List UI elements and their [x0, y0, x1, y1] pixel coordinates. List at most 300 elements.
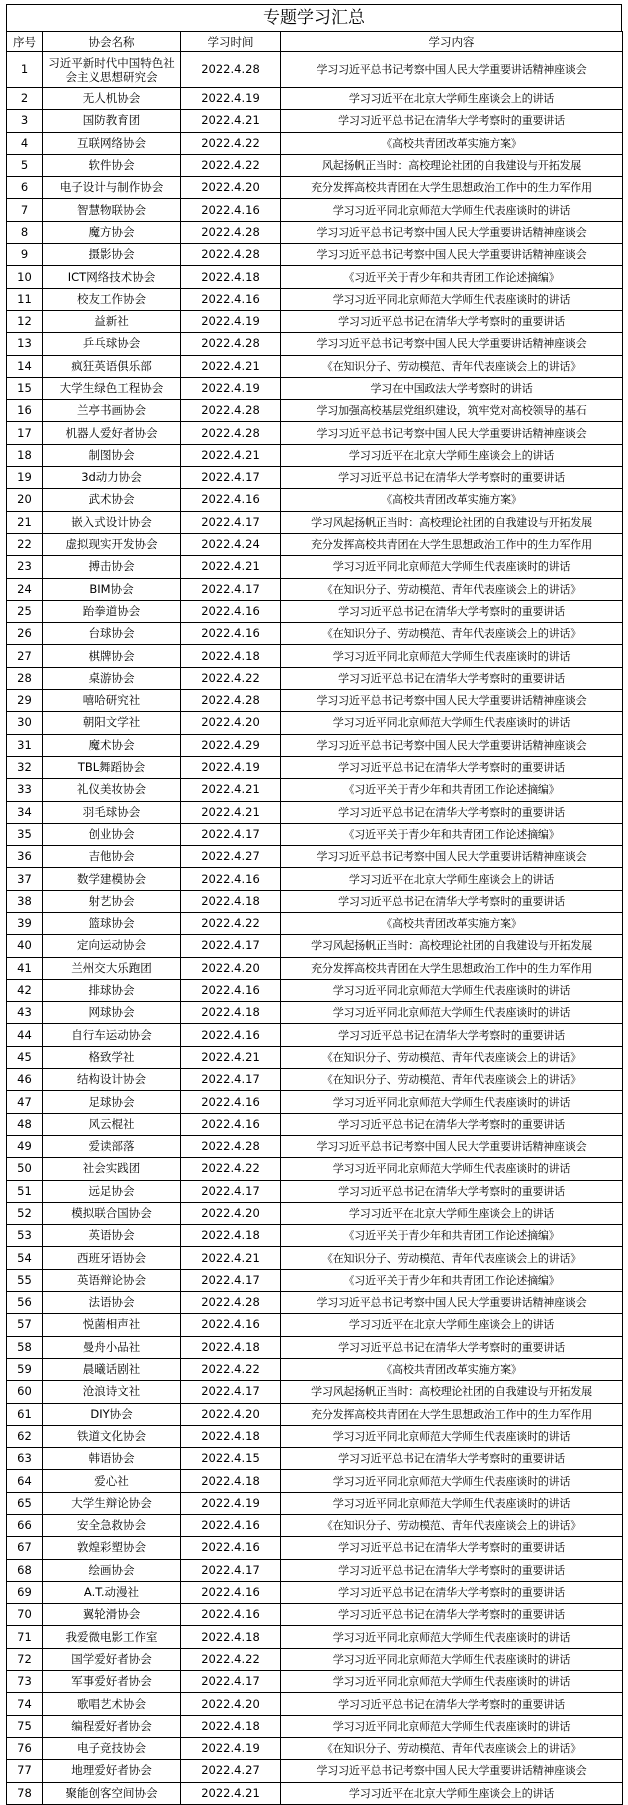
row-index: 56	[7, 1292, 43, 1314]
row-association: 大学生辩论协会	[43, 1492, 181, 1514]
row-content: 学习习近平总书记考察中国人民大学重要讲话精神座谈会	[281, 1135, 623, 1157]
row-content: 学习习近平总书记在清华大学考察时的重要讲话	[281, 110, 623, 132]
row-date: 2022.4.16	[181, 1604, 281, 1626]
row-association: 国防教育团	[43, 110, 181, 132]
row-date: 2022.4.27	[181, 1760, 281, 1782]
row-content: 学习习近平总书记在清华大学考察时的重要讲话	[281, 1581, 623, 1603]
row-date: 2022.4.28	[181, 422, 281, 444]
row-content: 学习习近平总书记考察中国人民大学重要讲话精神座谈会	[281, 52, 623, 88]
row-date: 2022.4.20	[181, 1693, 281, 1715]
header-association: 协会名称	[43, 32, 181, 52]
table-row	[7, 1737, 623, 1759]
row-date: 2022.4.21	[181, 556, 281, 578]
row-association: 英语辩论协会	[43, 1269, 181, 1291]
row-date: 2022.4.16	[181, 199, 281, 221]
row-index: 18	[7, 444, 43, 466]
table-row	[7, 556, 623, 578]
table-row	[7, 1225, 623, 1247]
table-row	[7, 1024, 623, 1046]
row-index: 22	[7, 533, 43, 555]
row-content: 学习习近平在北京大学师生座谈会上的讲话	[281, 1202, 623, 1224]
table-row	[7, 52, 623, 88]
row-index: 63	[7, 1448, 43, 1470]
row-content: 学习习近平总书记在清华大学考察时的重要讲话	[281, 467, 623, 489]
row-date: 2022.4.17	[181, 1559, 281, 1581]
row-index: 40	[7, 935, 43, 957]
row-association: 沧浪诗文社	[43, 1381, 181, 1403]
row-content: 学习习近平总书记考察中国人民大学重要讲话精神座谈会	[281, 846, 623, 868]
row-content: 《习近平关于青少年和共青团工作论述摘编》	[281, 266, 623, 288]
table-row	[7, 1202, 623, 1224]
row-content: 充分发挥高校共青团在大学生思想政治工作中的生力军作用	[281, 533, 623, 555]
table-row	[7, 310, 623, 332]
row-date: 2022.4.19	[181, 1492, 281, 1514]
row-association: 铁道文化协会	[43, 1425, 181, 1447]
table-row	[7, 801, 623, 823]
table-row	[7, 1358, 623, 1380]
row-content: 学习习近平总书记在清华大学考察时的重要讲话	[281, 667, 623, 689]
row-date: 2022.4.19	[181, 756, 281, 778]
row-association: 足球协会	[43, 1091, 181, 1113]
table-row	[7, 1180, 623, 1202]
table-row	[7, 1002, 623, 1024]
row-index: 59	[7, 1358, 43, 1380]
row-content: 学习习近平总书记在清华大学考察时的重要讲话	[281, 1693, 623, 1715]
row-content: 学习习近平总书记在清华大学考察时的重要讲话	[281, 1024, 623, 1046]
table-row	[7, 1403, 623, 1425]
table-row	[7, 756, 623, 778]
table-row	[7, 1693, 623, 1715]
row-content: 学习风起扬帆正当时：高校理论社团的自我建设与开拓发展	[281, 1381, 623, 1403]
row-index: 36	[7, 846, 43, 868]
table-row	[7, 1559, 623, 1581]
row-index: 64	[7, 1470, 43, 1492]
row-index: 60	[7, 1381, 43, 1403]
table-row	[7, 1604, 623, 1626]
table-row	[7, 1091, 623, 1113]
row-date: 2022.4.17	[181, 1269, 281, 1291]
row-date: 2022.4.18	[181, 266, 281, 288]
row-association: 自行车运动协会	[43, 1024, 181, 1046]
table-row	[7, 1314, 623, 1336]
table-row	[7, 1069, 623, 1091]
row-association: 武术协会	[43, 489, 181, 511]
row-content: 学习习近平总书记考察中国人民大学重要讲话精神座谈会	[281, 422, 623, 444]
row-content: 学习习近平同北京师范大学师生代表座谈时的讲话	[281, 1425, 623, 1447]
row-date: 2022.4.17	[181, 467, 281, 489]
row-content: 学习习近平总书记在清华大学考察时的重要讲话	[281, 600, 623, 622]
table-row	[7, 1782, 623, 1804]
row-index: 72	[7, 1648, 43, 1670]
table-row	[7, 511, 623, 533]
table-row	[7, 221, 623, 243]
row-association: 敦煌彩塑协会	[43, 1537, 181, 1559]
table-row	[7, 712, 623, 734]
row-association: 益新社	[43, 310, 181, 332]
row-content: 《高校共青团改革实施方案》	[281, 132, 623, 154]
row-association: 虚拟现实开发协会	[43, 533, 181, 555]
row-date: 2022.4.20	[181, 957, 281, 979]
row-date: 2022.4.16	[181, 868, 281, 890]
row-index: 76	[7, 1737, 43, 1759]
sheet-title: 专题学习汇总	[6, 4, 622, 31]
row-index: 65	[7, 1492, 43, 1514]
row-association: 跆拳道协会	[43, 600, 181, 622]
table-row	[7, 823, 623, 845]
row-content: 学习习近平同北京师范大学师生代表座谈时的讲话	[281, 1158, 623, 1180]
row-content: 《习近平关于青少年和共青团工作论述摘编》	[281, 823, 623, 845]
row-association: 绘画协会	[43, 1559, 181, 1581]
row-content: 《习近平关于青少年和共青团工作论述摘编》	[281, 779, 623, 801]
row-association: BIM协会	[43, 578, 181, 600]
row-index: 75	[7, 1715, 43, 1737]
row-date: 2022.4.16	[181, 1581, 281, 1603]
row-date: 2022.4.22	[181, 132, 281, 154]
row-association: 礼仪美妆协会	[43, 779, 181, 801]
table-row	[7, 846, 623, 868]
table-row	[7, 578, 623, 600]
row-content: 学习习近平在北京大学师生座谈会上的讲话	[281, 1314, 623, 1336]
row-index: 11	[7, 288, 43, 310]
row-date: 2022.4.17	[181, 1069, 281, 1091]
table-row	[7, 422, 623, 444]
row-content: 学习习近平总书记考察中国人民大学重要讲话精神座谈会	[281, 1760, 623, 1782]
row-date: 2022.4.21	[181, 779, 281, 801]
row-index: 47	[7, 1091, 43, 1113]
row-association: 网球协会	[43, 1002, 181, 1024]
row-content: 《高校共青团改革实施方案》	[281, 1358, 623, 1380]
row-index: 29	[7, 690, 43, 712]
row-association: TBL舞蹈协会	[43, 756, 181, 778]
row-content: 《在知识分子、劳动模范、青年代表座谈会上的讲话》	[281, 355, 623, 377]
table-row	[7, 1470, 623, 1492]
table-row	[7, 467, 623, 489]
row-association: 数学建模协会	[43, 868, 181, 890]
row-date: 2022.4.20	[181, 1403, 281, 1425]
table-row	[7, 333, 623, 355]
row-index: 71	[7, 1626, 43, 1648]
row-content: 《习近平关于青少年和共青团工作论述摘编》	[281, 1269, 623, 1291]
table-body	[7, 52, 623, 1805]
table-row	[7, 734, 623, 756]
row-association: 制图协会	[43, 444, 181, 466]
row-association: 军事爱好者协会	[43, 1671, 181, 1693]
row-association: 嘻哈研究社	[43, 690, 181, 712]
table-row	[7, 1269, 623, 1291]
row-content: 《在知识分子、劳动模范、青年代表座谈会上的讲话》	[281, 1247, 623, 1269]
table-row	[7, 1715, 623, 1737]
row-content: 学习习近平总书记在清华大学考察时的重要讲话	[281, 1113, 623, 1135]
table-row	[7, 1158, 623, 1180]
row-index: 33	[7, 779, 43, 801]
row-date: 2022.4.22	[181, 912, 281, 934]
row-index: 70	[7, 1604, 43, 1626]
row-date: 2022.4.16	[181, 623, 281, 645]
row-index: 42	[7, 979, 43, 1001]
row-association: 无人机协会	[43, 88, 181, 110]
row-content: 学习习近平同北京师范大学师生代表座谈时的讲话	[281, 645, 623, 667]
row-index: 19	[7, 467, 43, 489]
row-content: 学习习近平总书记在清华大学考察时的重要讲话	[281, 1559, 623, 1581]
table-row	[7, 355, 623, 377]
row-index: 13	[7, 333, 43, 355]
row-date: 2022.4.16	[181, 1314, 281, 1336]
row-date: 2022.4.15	[181, 1448, 281, 1470]
row-date: 2022.4.16	[181, 1024, 281, 1046]
row-index: 1	[7, 52, 43, 88]
row-index: 7	[7, 199, 43, 221]
row-date: 2022.4.22	[181, 667, 281, 689]
row-association: 兰亭书画协会	[43, 400, 181, 422]
row-association: 创业协会	[43, 823, 181, 845]
table-row	[7, 890, 623, 912]
row-index: 8	[7, 221, 43, 243]
row-association: 魔方协会	[43, 221, 181, 243]
row-association: 社会实践团	[43, 1158, 181, 1180]
table-row	[7, 1671, 623, 1693]
row-association: 结构设计协会	[43, 1069, 181, 1091]
row-association: 疯狂英语俱乐部	[43, 355, 181, 377]
row-association: 朝阳文学社	[43, 712, 181, 734]
row-association: 聚能创客空间协会	[43, 1782, 181, 1804]
row-date: 2022.4.16	[181, 1113, 281, 1135]
table-row	[7, 690, 623, 712]
row-index: 6	[7, 177, 43, 199]
row-index: 50	[7, 1158, 43, 1180]
row-index: 31	[7, 734, 43, 756]
row-content: 学习风起扬帆正当时：高校理论社团的自我建设与开拓发展	[281, 511, 623, 533]
row-date: 2022.4.21	[181, 355, 281, 377]
row-index: 53	[7, 1225, 43, 1247]
row-date: 2022.4.17	[181, 1671, 281, 1693]
row-index: 46	[7, 1069, 43, 1091]
table-row	[7, 1626, 623, 1648]
row-index: 39	[7, 912, 43, 934]
row-date: 2022.4.17	[181, 578, 281, 600]
row-content: 学习习近平总书记在清华大学考察时的重要讲话	[281, 756, 623, 778]
summary-sheet	[6, 4, 622, 1805]
table-row	[7, 623, 623, 645]
row-content: 《在知识分子、劳动模范、青年代表座谈会上的讲话》	[281, 1515, 623, 1537]
row-association: 地理爱好者协会	[43, 1760, 181, 1782]
row-date: 2022.4.22	[181, 1648, 281, 1670]
table-row	[7, 912, 623, 934]
row-index: 16	[7, 400, 43, 422]
row-association: 大学生绿色工程协会	[43, 377, 181, 399]
row-content: 学习习近平总书记考察中国人民大学重要讲话精神座谈会	[281, 1292, 623, 1314]
row-index: 20	[7, 489, 43, 511]
row-index: 55	[7, 1269, 43, 1291]
row-association: 国学爱好者协会	[43, 1648, 181, 1670]
row-date: 2022.4.19	[181, 88, 281, 110]
row-content: 学习习近平同北京师范大学师生代表座谈时的讲话	[281, 199, 623, 221]
row-date: 2022.4.18	[181, 1336, 281, 1358]
table-row	[7, 1247, 623, 1269]
study-table	[6, 31, 623, 1805]
row-content: 学习加强高校基层党组织建设，筑牢党对高校领导的基石	[281, 400, 623, 422]
table-row	[7, 667, 623, 689]
table-row	[7, 533, 623, 555]
table-row	[7, 600, 623, 622]
header-index: 序号	[7, 32, 43, 52]
row-index: 35	[7, 823, 43, 845]
row-association: 西班牙语协会	[43, 1247, 181, 1269]
row-association: 爱读部落	[43, 1135, 181, 1157]
row-association: 安全急救协会	[43, 1515, 181, 1537]
row-date: 2022.4.17	[181, 823, 281, 845]
row-association: 曼舟小品社	[43, 1336, 181, 1358]
row-date: 2022.4.20	[181, 712, 281, 734]
row-index: 66	[7, 1515, 43, 1537]
table-row	[7, 1648, 623, 1670]
row-index: 15	[7, 377, 43, 399]
row-association: 电子竞技协会	[43, 1737, 181, 1759]
row-association: 棋牌协会	[43, 645, 181, 667]
table-row	[7, 154, 623, 176]
row-index: 73	[7, 1671, 43, 1693]
table-row	[7, 1336, 623, 1358]
row-index: 21	[7, 511, 43, 533]
row-content: 学习习近平在北京大学师生座谈会上的讲话	[281, 1782, 623, 1804]
row-content: 学习习近平总书记考察中国人民大学重要讲话精神座谈会	[281, 244, 623, 266]
row-content: 学习习近平总书记在清华大学考察时的重要讲话	[281, 1448, 623, 1470]
row-association: 摄影协会	[43, 244, 181, 266]
row-association: 射艺协会	[43, 890, 181, 912]
table-row	[7, 645, 623, 667]
row-content: 《在知识分子、劳动模范、青年代表座谈会上的讲话》	[281, 578, 623, 600]
row-index: 51	[7, 1180, 43, 1202]
row-index: 67	[7, 1537, 43, 1559]
row-index: 17	[7, 422, 43, 444]
row-content: 学习习近平总书记在清华大学考察时的重要讲话	[281, 1537, 623, 1559]
row-association: 嵌入式设计协会	[43, 511, 181, 533]
row-association: ICT网络技术协会	[43, 266, 181, 288]
row-association: 排球协会	[43, 979, 181, 1001]
table-row	[7, 935, 623, 957]
table-row	[7, 1515, 623, 1537]
row-date: 2022.4.21	[181, 1782, 281, 1804]
row-association: 晨曦话剧社	[43, 1358, 181, 1380]
row-content: 学习习近平同北京师范大学师生代表座谈时的讲话	[281, 979, 623, 1001]
row-date: 2022.4.18	[181, 1470, 281, 1492]
table-row	[7, 110, 623, 132]
table-row	[7, 1492, 623, 1514]
header-content: 学习内容	[281, 32, 623, 52]
row-date: 2022.4.17	[181, 1381, 281, 1403]
row-date: 2022.4.21	[181, 801, 281, 823]
row-date: 2022.4.28	[181, 400, 281, 422]
row-date: 2022.4.28	[181, 244, 281, 266]
row-index: 58	[7, 1336, 43, 1358]
row-content: 学习习近平同北京师范大学师生代表座谈时的讲话	[281, 1492, 623, 1514]
table-row	[7, 1113, 623, 1135]
row-date: 2022.4.17	[181, 511, 281, 533]
row-index: 49	[7, 1135, 43, 1157]
row-association: 格致学社	[43, 1046, 181, 1068]
table-row	[7, 444, 623, 466]
row-content: 学习习近平总书记在清华大学考察时的重要讲话	[281, 801, 623, 823]
row-association: 桌游协会	[43, 667, 181, 689]
row-date: 2022.4.24	[181, 533, 281, 555]
row-index: 23	[7, 556, 43, 578]
row-date: 2022.4.16	[181, 1515, 281, 1537]
row-date: 2022.4.28	[181, 333, 281, 355]
row-association: 远足协会	[43, 1180, 181, 1202]
row-date: 2022.4.27	[181, 846, 281, 868]
row-association: 定向运动协会	[43, 935, 181, 957]
row-date: 2022.4.18	[181, 890, 281, 912]
row-association: 羽毛球协会	[43, 801, 181, 823]
row-index: 69	[7, 1581, 43, 1603]
row-association: 搏击协会	[43, 556, 181, 578]
row-content: 学习习近平同北京师范大学师生代表座谈时的讲话	[281, 712, 623, 734]
row-content: 学习习近平同北京师范大学师生代表座谈时的讲话	[281, 1002, 623, 1024]
row-association: 爱心社	[43, 1470, 181, 1492]
row-association: 英语协会	[43, 1225, 181, 1247]
row-association: 篮球协会	[43, 912, 181, 934]
row-date: 2022.4.19	[181, 377, 281, 399]
table-row	[7, 957, 623, 979]
row-association: 智慧物联协会	[43, 199, 181, 221]
row-date: 2022.4.21	[181, 1046, 281, 1068]
row-date: 2022.4.19	[181, 310, 281, 332]
row-date: 2022.4.16	[181, 1091, 281, 1113]
row-content: 学习习近平总书记在清华大学考察时的重要讲话	[281, 890, 623, 912]
row-date: 2022.4.16	[181, 288, 281, 310]
header-row	[7, 32, 623, 52]
row-index: 61	[7, 1403, 43, 1425]
row-date: 2022.4.22	[181, 1158, 281, 1180]
row-content: 学习习近平同北京师范大学师生代表座谈时的讲话	[281, 1671, 623, 1693]
row-content: 充分发挥高校共青团在大学生思想政治工作中的生力军作用	[281, 1403, 623, 1425]
row-content: 学习习近平同北京师范大学师生代表座谈时的讲话	[281, 1648, 623, 1670]
table-row	[7, 132, 623, 154]
row-content: 风起扬帆正当时：高校理论社团的自我建设与开拓发展	[281, 154, 623, 176]
row-content: 充分发挥高校共青团在大学生思想政治工作中的生力军作用	[281, 957, 623, 979]
row-date: 2022.4.16	[181, 1537, 281, 1559]
row-index: 48	[7, 1113, 43, 1135]
row-association: 模拟联合国协会	[43, 1202, 181, 1224]
row-content: 学习习近平总书记考察中国人民大学重要讲话精神座谈会	[281, 221, 623, 243]
row-content: 学习风起扬帆正当时：高校理论社团的自我建设与开拓发展	[281, 935, 623, 957]
row-content: 学习习近平在北京大学师生座谈会上的讲话	[281, 868, 623, 890]
row-index: 27	[7, 645, 43, 667]
row-index: 74	[7, 1693, 43, 1715]
row-content: 学习习近平在北京大学师生座谈会上的讲话	[281, 444, 623, 466]
row-content: 学习习近平同北京师范大学师生代表座谈时的讲话	[281, 1470, 623, 1492]
row-association: A.T.动漫社	[43, 1581, 181, 1603]
row-index: 54	[7, 1247, 43, 1269]
table-row	[7, 1448, 623, 1470]
row-date: 2022.4.16	[181, 979, 281, 1001]
row-index: 30	[7, 712, 43, 734]
row-date: 2022.4.18	[181, 1002, 281, 1024]
row-content: 学习习近平总书记在清华大学考察时的重要讲话	[281, 310, 623, 332]
row-date: 2022.4.28	[181, 690, 281, 712]
row-content: 《高校共青团改革实施方案》	[281, 912, 623, 934]
row-association: 兰州交大乐跑团	[43, 957, 181, 979]
row-content: 学习习近平同北京师范大学师生代表座谈时的讲话	[281, 1091, 623, 1113]
row-association: DIY协会	[43, 1403, 181, 1425]
row-content: 《在知识分子、劳动模范、青年代表座谈会上的讲话》	[281, 1737, 623, 1759]
row-association: 悦菌相声社	[43, 1314, 181, 1336]
row-association: 我爱微电影工作室	[43, 1626, 181, 1648]
row-index: 44	[7, 1024, 43, 1046]
table-row	[7, 177, 623, 199]
row-content: 《习近平关于青少年和共青团工作论述摘编》	[281, 1225, 623, 1247]
row-date: 2022.4.18	[181, 1225, 281, 1247]
header-date: 学习时间	[181, 32, 281, 52]
